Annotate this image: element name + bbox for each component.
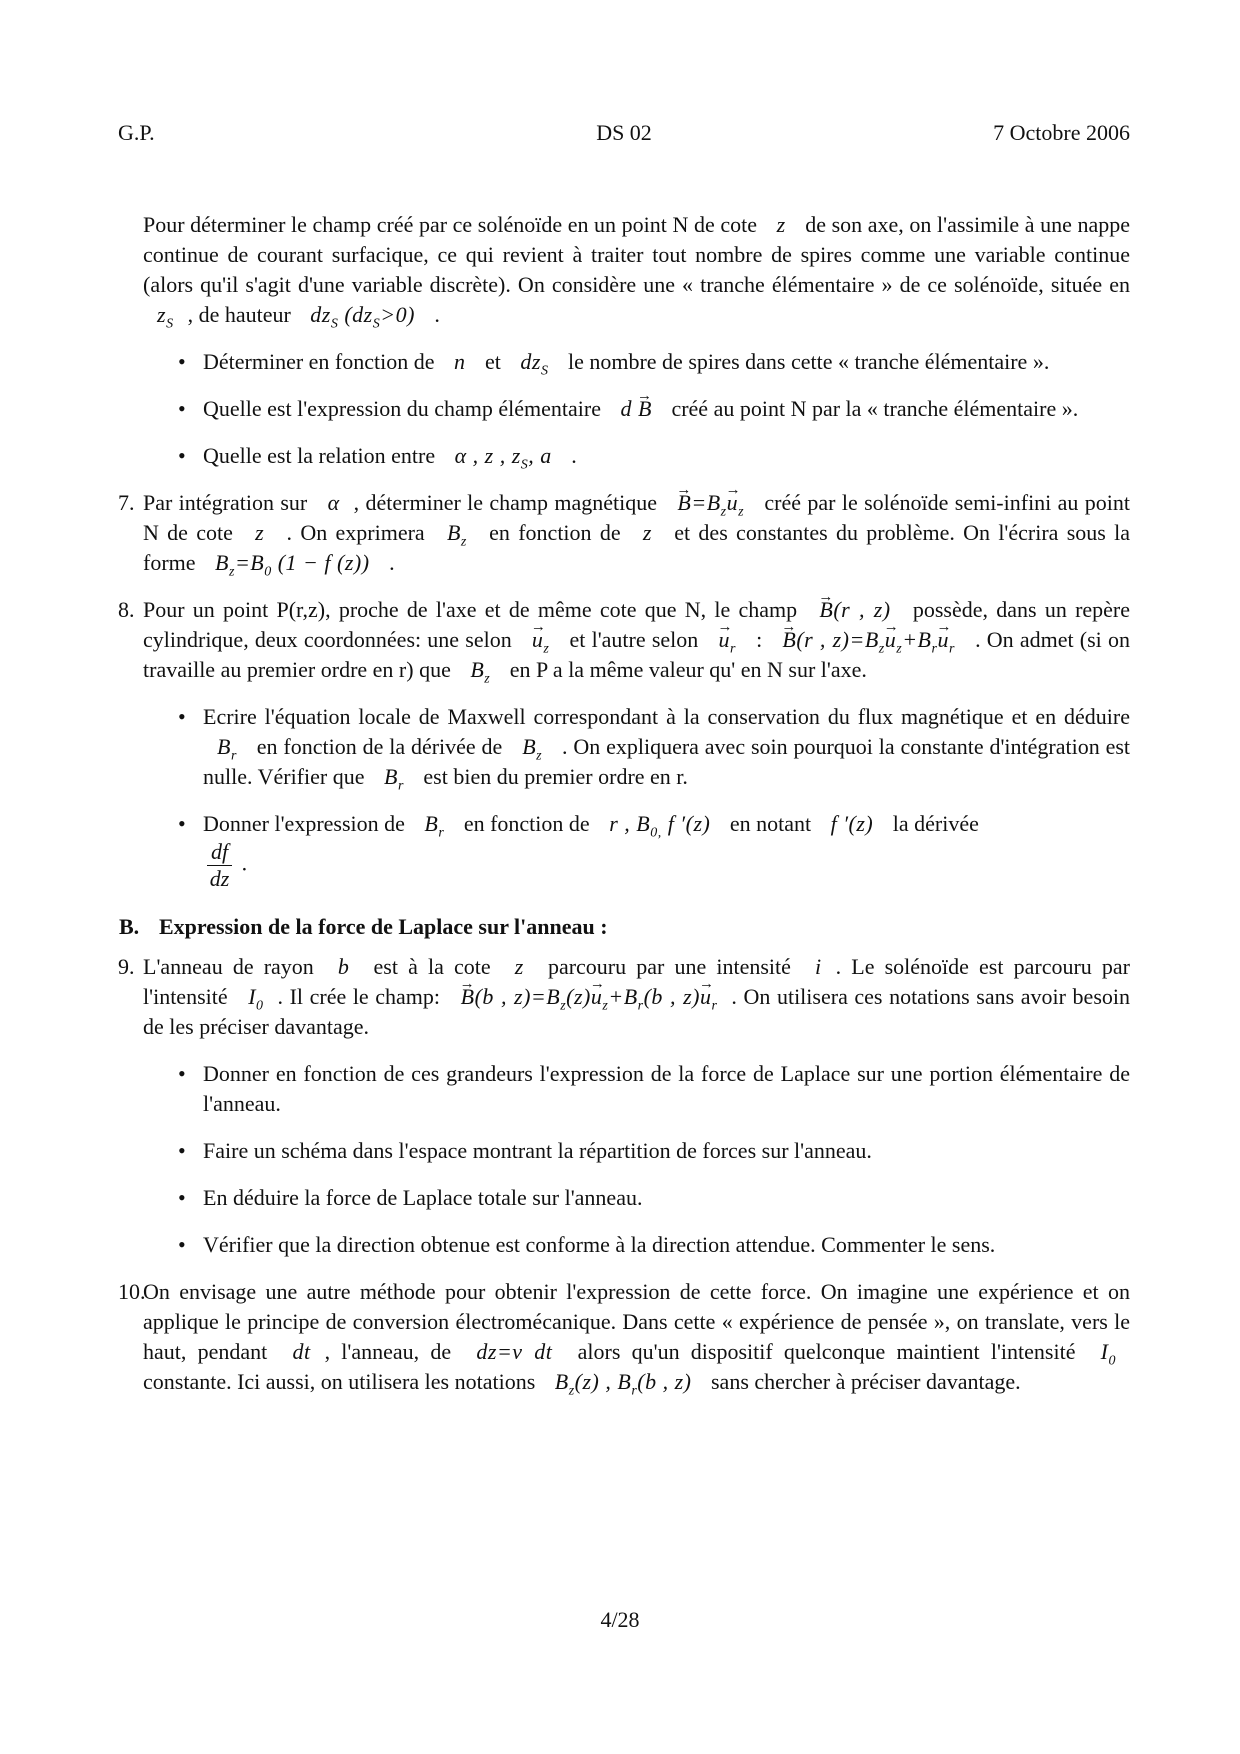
math-dz-vdt: dz=v dt xyxy=(476,1339,553,1364)
math-uz: → $u_z$ xyxy=(518,627,563,652)
math-fprime: f ′(z) xyxy=(830,811,874,836)
math-zs: $z_S$ xyxy=(157,302,174,332)
bullet-expression-Br: • Donner l'expression de $B_r$ en fonction de r , $B_{0,}$ f ′(z) en notant f ′(z) la dérivée $\frac{df}{dz}$ . xyxy=(143,809,1130,892)
bullets-tranche xyxy=(143,347,1130,471)
math-z: z xyxy=(776,212,786,237)
math-z: z xyxy=(255,520,265,545)
math-Bz-form: $B_z=B_0$ (1 − f (z)) xyxy=(215,550,370,580)
bullet-force-elementaire: • Donner en fonction de ces grandeurs l'expression de la force de Laplace sur une portion élémentaire de l'anneau. xyxy=(143,1059,1130,1119)
header-title: DS 02 xyxy=(596,120,652,145)
math-notations: $B_z(z)$ , $B_r(b$ , z) xyxy=(554,1369,692,1399)
math-alpha: α xyxy=(327,490,340,515)
question-9: 9. L'anneau de rayon b est à la cote z parcouru par une intensité i . Le solénoïde est parcouru par l'intensité $I_0$ . Il crée le champ: → B(b , $z)=B_z(z)\to u_z+B_r(b$ , $z)\to u_r$ . On utilisera ces notations sans avoir besoin de les préciser davantage. xyxy=(143,952,1130,1042)
math-I0: $I_0$ xyxy=(248,984,264,1014)
bullet-maxwell: • Ecrire l'équation locale de Maxwell correspondant à la conservation du flux magnétique et en déduire $B_r$ en fonction de la dérivée de $B_z$ . On expliquera avec soin pourquoi la constante d'intégration est nulle. Vérifier que $B_r$ est bien du premier ordre en r. xyxy=(143,702,1130,792)
math-B-rz: → B(r , z) xyxy=(805,597,904,622)
math-dt: dt xyxy=(292,1339,311,1364)
question-number: 7. xyxy=(118,490,135,515)
question-10: 10. On envisage une autre méthode pour obtenir l'expression de cette force. On imagine une expérience et on applique le principe de conversion électromécanique. Dans cette « expérience de pensée », on translate, vers le haut, pendant dt , l'anneau, de dz=v dt alors qu'un dispositif quelconque maintient l'intensité $I_0$ constante. Ici aussi, on utilisera les notations $B_z(z)$ , $B_r(b$ , z) sans chercher à préciser davantage. xyxy=(118,1279,1130,1399)
section-b-heading xyxy=(119,912,1130,942)
math-b: b xyxy=(337,954,350,979)
bullets-question-9 xyxy=(143,1059,1130,1260)
bullet-force-totale: • En déduire la force de Laplace totale sur l'anneau. xyxy=(143,1183,1130,1213)
math-n: n xyxy=(454,349,466,374)
math-alpha-z-zs-a: α , z , $z_S$, a xyxy=(454,443,552,473)
question-number: 10. xyxy=(118,1279,146,1304)
math-dzs: $dz_S$ $(dz_S>0)$ xyxy=(310,302,415,332)
bullet-relation: • Quelle est la relation entre α , z , $z_S$, a . xyxy=(143,441,1130,471)
header-date: 7 Octobre 2006 xyxy=(993,120,1130,145)
math-z: z xyxy=(514,954,524,979)
math-B-bz: → B(b , $z)=B_z(z)\to u_z+B_r(b$ , $z)\to u_r$ xyxy=(447,984,732,1009)
page-body xyxy=(118,210,1131,1399)
page-header xyxy=(118,118,1130,148)
question-7: 7. Par intégration sur α , déterminer le champ magnétique → $B=B_z\to u_z$ créé par le solénoïde semi-infini au point N de cote z . On exprimera $B_z$ en fonction de z et des constantes du problème. On l'écrira sous la forme $B_z=B_0$ (1 − f (z)) . xyxy=(143,488,1130,578)
math-B-decomposition: → B(r , $z)=B_z\to u_z+B_r\to u_r$ xyxy=(768,627,969,652)
question-number: 9. xyxy=(118,954,135,979)
question-number: 8. xyxy=(118,597,135,622)
math-Br: $B_r$ xyxy=(217,734,237,764)
section-b-label: B. xyxy=(119,914,140,939)
intro-paragraph: Pour déterminer le champ créé par ce solénoïde en un point N de cote z de son axe, on l'assimile à une nappe continue de courant surfacique, ce qui revient à traiter tout nombre de spires comme une variable continue (alors qu'il s'agit d'une variable discrète). On considère une « tranche élémentaire » de ce solénoïde, située en $z_S$ , de hauteur $dz_S$ $(dz_S>0)$ . xyxy=(143,212,1131,332)
math-Bz: $B_z$ xyxy=(522,734,543,764)
bullet-direction: • Vérifier que la direction obtenue est conforme à la direction attendue. Commenter le sens. xyxy=(143,1230,1130,1260)
math-Br: $B_r$ xyxy=(383,764,404,794)
math-r-B0-fprime: r , $B_{0,}$ f ′(z) xyxy=(609,811,711,841)
bullet-champ-elementaire: • Quelle est l'expression du champ élémentaire d → B créé au point N par la « tranche élémentaire ». xyxy=(143,394,1130,424)
math-z: z xyxy=(642,520,652,545)
question-8: 8. Pour un point P(r,z), proche de l'axe et de même cote que N, le champ → B(r , z) possède, dans un repère cylindrique, deux coordonnées: une selon → $u_z$ et l'autre selon → $u_r$ : → B(r , $z)=B_z\to u_z+B_r\to u_r$ . On admet (si on travaille au premier ordre en r) que $B_z$ en P a la même valeur qu' en N sur l'axe. xyxy=(143,595,1130,685)
math-Br: $B_r$ xyxy=(424,811,445,841)
math-I0: $I_0$ xyxy=(1100,1339,1116,1369)
fraction-df-dz: $\frac{df}{dz}$ xyxy=(207,839,232,892)
bullet-nombre-spires: • Déterminer en fonction de n et $dz_S$ le nombre de spires dans cette « tranche élémentaire ». xyxy=(143,347,1130,377)
math-Bz: $B_z$ xyxy=(446,520,467,550)
header-author: G.P. xyxy=(118,120,155,145)
page-number: 4/28 xyxy=(600,1607,640,1632)
math-Bz: $B_z$ xyxy=(470,657,491,687)
math-dzs: $dz_S$ xyxy=(520,349,549,379)
math-dB: d → B xyxy=(607,396,666,421)
math-B-equals: → $B=B_z\to u_z$ xyxy=(663,490,758,515)
section-b-title: Expression de la force de Laplace sur l'anneau : xyxy=(159,914,608,939)
math-ur: → $u_r$ xyxy=(704,627,749,652)
bullets-question-8 xyxy=(143,702,1130,892)
math-i: i xyxy=(815,954,822,979)
bullet-schema: • Faire un schéma dans l'espace montrant la répartition de forces sur l'anneau. xyxy=(143,1136,1130,1166)
